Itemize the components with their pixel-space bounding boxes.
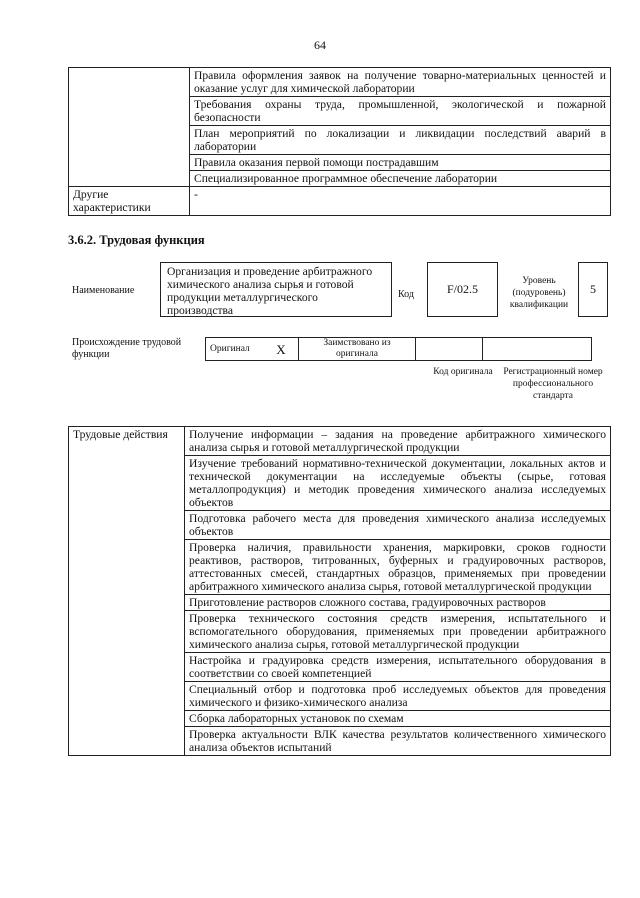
table-cell: Подготовка рабочего места для проведения химического анализа исследуемых объектов [185,511,611,540]
table-cell: Настройка и градуировка средств измерения, испытательного оборудования в соответствии со своей компетенцией [185,653,611,682]
table-cell: Проверка технического состояния средств измерения, испытательного и вспомогательного оборудования, применяемых при проведении арбитражного химического анализа сырья, готовой металлургической продукции [185,611,611,653]
table-cell: Специализированное программное обеспечение лаборатории [190,171,611,187]
level-box: 5 [578,262,608,317]
table-cell: Проверка актуальности ВЛК качества результатов количественного химического анализа объектов испытаний [185,727,611,756]
table-cell: Получение информации – задания на проведение арбитражного химического анализа сырья и готовой металлургической продукции [185,427,611,456]
table-cell: Специальный отбор и подготовка проб исследуемых объектов для проведения химического и физико-химического анализа [185,682,611,711]
code-original-cell [416,338,483,361]
table-cell: Правила оказания первой помощи пострадавшим [190,155,611,171]
labor-actions-label: Трудовые действия [69,427,185,756]
labor-actions-table [68,426,611,756]
knowledge-table [68,67,611,216]
reg-number-cell [483,338,592,361]
level-label: Уровень (подуровень) квалификации [509,276,569,310]
original-mark: X [264,338,299,361]
table-cell: Сборка лабораторных установок по схемам [185,711,611,727]
table-cell: - [190,187,611,216]
table-cell: Правила оформления заявок на получение товарно-материальных ценностей и оказание услуг для химической лаборатории [190,68,611,97]
table-label-cell [69,68,190,187]
section-heading: 3.6.2. Трудовая функция [68,233,205,247]
original-label: Оригинал [206,338,265,361]
origin-table [205,337,592,361]
table-cell: Требования охраны труда, промышленной, экологической и пожарной безопасности [190,97,611,126]
function-name-box: Организация и проведение арбитражного химического анализа сырья и готовой продукции металлургического производства [160,262,392,317]
page-number: 64 [314,38,326,52]
table-label-cell: Другие характеристики [69,187,190,216]
code-original-label: Код оригинала [433,367,493,377]
reg-number-label: Регистрационный номер профессионального стандарта [503,367,603,401]
table-cell: Изучение требований нормативно-технической документации, локальных актов и технической документации на исследуемые объекты (сырье, готовая металлопродукция) и методик проведения химического анализа исследуемых объектов [185,456,611,511]
name-label: Наименование [72,285,135,296]
table-cell: Проверка наличия, правильности хранения, маркировки, сроков годности реактивов, растворов, титрованных, буферных и градуировочных растворов, аттестованных смесей, стандартных образцов, применяемых при проведении арбитражного химического анализа сырья, готовой металлургической продукции [185,540,611,595]
code-label: Код [398,289,414,300]
origin-label: Происхождение трудовой функции [72,337,182,360]
table-cell: Приготовление растворов сложного состава, градуировочных растворов [185,595,611,611]
code-box: F/02.5 [427,262,498,317]
borrowed-label: Заимствовано из оригинала [299,338,416,361]
table-cell: План мероприятий по локализации и ликвидации последствий аварий в лаборатории [190,126,611,155]
